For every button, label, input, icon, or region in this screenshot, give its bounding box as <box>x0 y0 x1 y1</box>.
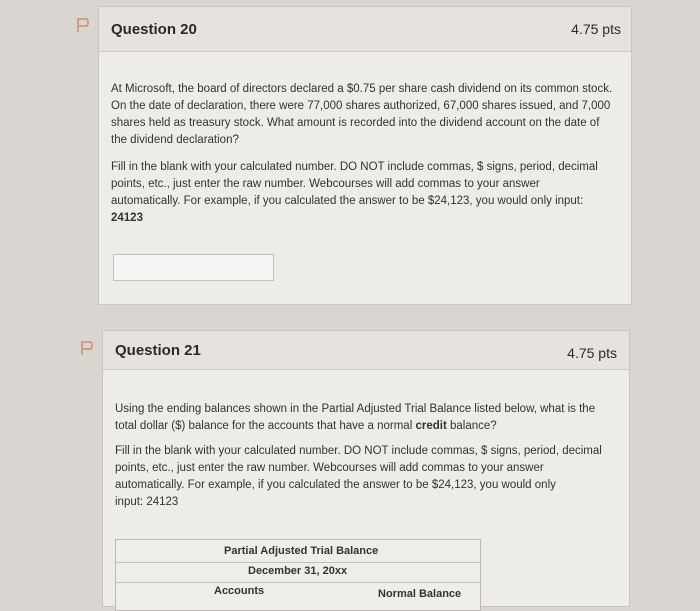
text-line: 24123 <box>111 212 143 224</box>
trial-balance-table <box>115 539 481 611</box>
answer-input[interactable] <box>113 254 274 281</box>
question-title: Question 21 <box>115 342 201 359</box>
column-header-normal-balance: Normal Balance <box>378 588 462 600</box>
question-20-header <box>99 7 631 52</box>
emphasis-credit: credit <box>415 420 447 432</box>
table-date: December 31, 20xx <box>248 565 348 577</box>
text-line: At Microsoft, the board of directors declared a $0.75 per share cash dividend on its common stock. <box>111 83 613 95</box>
question-text <box>111 81 626 149</box>
table-divider <box>116 562 480 563</box>
text-line: automatically. For example, if you calculated the answer to be $24,123, you would only input: <box>111 195 584 207</box>
table-title: Partial Adjusted Trial Balance <box>224 545 379 557</box>
text-line: On the date of declaration, there were 77,000 shares authorized, 67,000 shares issued, and 7,000 <box>111 100 611 112</box>
text-line: points, etc., just enter the raw number. Webcourses will add commas to your answer <box>111 178 540 190</box>
text-fragment: total dollar ($) balance for the accounts that have a normal <box>115 420 416 432</box>
text-line: the dividend declaration? <box>111 134 239 146</box>
text-line <box>115 418 620 435</box>
question-points: 4.75 pts <box>567 345 617 361</box>
text-line: Fill in the blank with your calculated number. DO NOT include commas, $ signs, period, decimal <box>115 445 602 457</box>
text-line: Using the ending balances shown in the Partial Adjusted Trial Balance listed below, what is the <box>115 403 596 415</box>
question-21-header <box>103 331 629 370</box>
question-points: 4.75 pts <box>571 21 621 37</box>
question-21-card <box>102 330 630 607</box>
text-fragment: balance? <box>446 420 497 432</box>
question-instructions <box>115 443 620 511</box>
question-20-card <box>98 6 632 305</box>
flag-icon[interactable] <box>80 340 94 356</box>
text-line: Fill in the blank with your calculated number. DO NOT include commas, $ signs, period, decimal <box>111 161 598 173</box>
text-line: shares held as treasury stock. What amount is recorded into the dividend account on the date of <box>111 117 600 129</box>
column-header-accounts: Accounts <box>214 585 265 597</box>
question-text <box>115 401 620 435</box>
question-title: Question 20 <box>111 21 197 38</box>
table-divider <box>116 582 480 583</box>
text-line: input: 24123 <box>115 496 179 508</box>
question-instructions <box>111 159 626 227</box>
text-line: points, etc., just enter the raw number. Webcourses will add commas to your answer <box>115 462 544 474</box>
text-line: automatically. For example, if you calculated the answer to be $24,123, you would only <box>115 479 556 491</box>
flag-icon[interactable] <box>76 17 90 33</box>
